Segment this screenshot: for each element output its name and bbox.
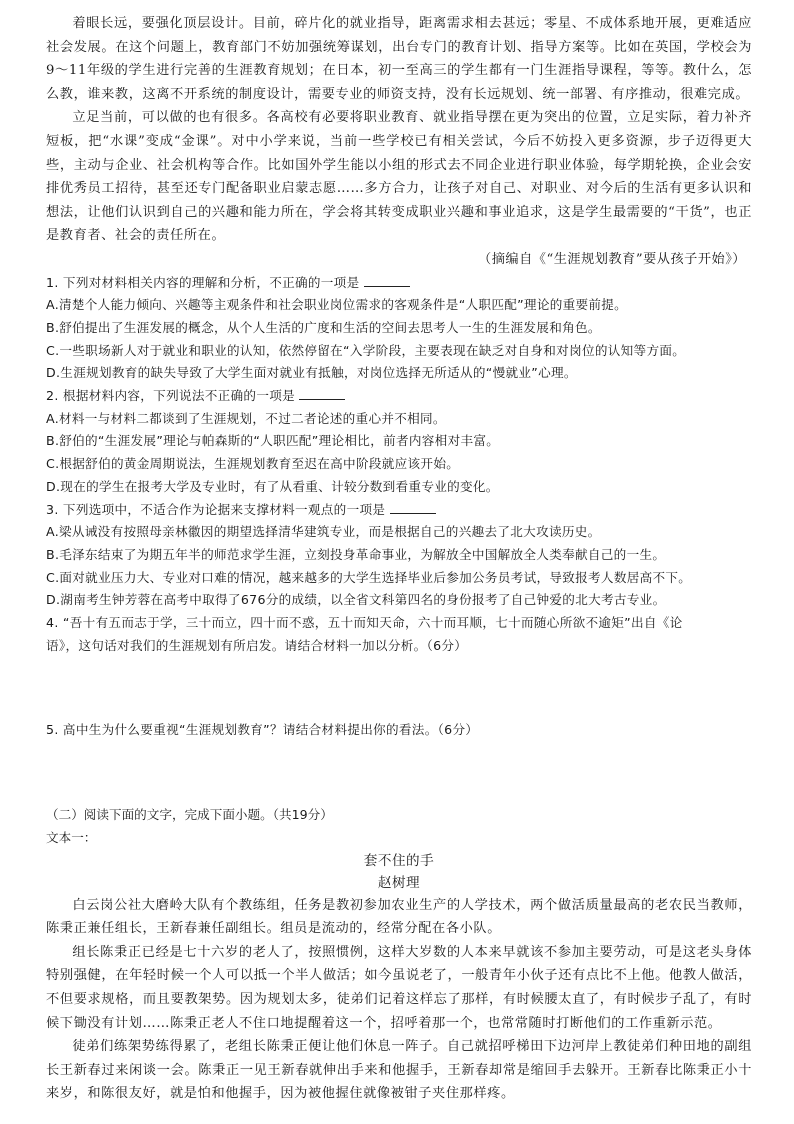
material-source: （摘编自《“生涯规划教育”要从孩子开始》） bbox=[478, 251, 746, 267]
answer-blank[interactable] bbox=[299, 387, 345, 400]
answer-blank[interactable] bbox=[390, 501, 436, 514]
question-stem: 3. 下列选项中，不适合作为论据来支撑材料一观点的一项是 bbox=[46, 501, 386, 517]
question-stem: 1. 下列对材料相关内容的理解和分析，不正确的一项是 bbox=[46, 274, 360, 290]
question-5: 5. 高中生为什么要重视“生涯规划教育”？请结合材料提出你的看法。（6分） bbox=[46, 722, 479, 738]
exam-page bbox=[46, 12, 752, 1106]
option-d[interactable]: D.生涯规划教育的缺失导致了大学生面对就业有抵触，对岗位选择无所适从的“慢就业”心理。 bbox=[46, 365, 577, 381]
story-title: 套不住的手 bbox=[363, 852, 435, 869]
answer-blank[interactable] bbox=[364, 274, 410, 287]
question-stem: 4. “吾十有五而志于学，三十而立，四十而不惑，五十而知天命，六十而耳顺，七十而随心所欲不逾矩”出自《论 bbox=[46, 615, 683, 631]
story-paragraph: 组长陈秉正已经是七十六岁的老人了，按照惯例，这样大岁数的人本来早就该不参加主要劳动，可是这老头身体特别强健，在年轻时候一个人可以抵一个半人做活；如今虽说老了，一般青年小伙子还有点比不上他。他教人做活，不但要求规格，而且要教架势。因为规划太多，徒弟们记着这样忘了那样，有时候腰太直了，有时候步子乱了，有时候下锄没有计划……陈秉正老人不住口地提醒着这一个，招呼着那一个，也常常随时打断他们的工作重新示范。 bbox=[46, 944, 752, 1031]
question-stem-cont: 语》，这句话对我们的生涯规划有所启发。请结合材料一加以分析。（6分） bbox=[46, 637, 468, 653]
answer-area[interactable] bbox=[46, 657, 752, 719]
question-stem: 2. 根据材料内容，下列说法不正确的一项是 bbox=[46, 388, 296, 404]
option-a[interactable]: A.清楚个人能力倾向、兴趣等主观条件和社会职业岗位需求的客观条件是“人职匹配”理论的重要前提。 bbox=[46, 297, 628, 313]
answer-area[interactable] bbox=[46, 742, 752, 804]
option-d[interactable]: D.湖南考生钟芳蓉在高考中取得了676分的成绩，以全省文科第四名的身份报考了自己钟爱的北大考古专业。 bbox=[46, 592, 666, 608]
story-paragraph: 徒弟们练架势练得累了，老组长陈秉正便让他们休息一阵子。自己就招呼梯田下边河岸上教徒弟们种田地的副组长王新春过来闲谈一会。陈秉正一见王新春就伸出手来和他握手，王新春却常是缩回手去躲开。王新春比陈秉正小十来岁，和陈很友好，就是怕和他握手，因为被他握住就像被钳子夹住那样疼。 bbox=[46, 1039, 752, 1102]
story-author: 赵树理 bbox=[377, 874, 421, 891]
option-c[interactable]: C.一些职场新人对于就业和职业的认知，依然停留在“入学阶段，主要表现在缺乏对自身和对岗位的认知等方面。 bbox=[46, 342, 686, 358]
option-d[interactable]: D.现在的学生在报考大学及专业时，有了从看重、计较分数到看重专业的变化。 bbox=[46, 478, 499, 494]
story-paragraph: 白云岗公社大磨岭大队有个教练组，任务是教初参加农业生产的人学技术，两个做活质量最高的老农民当教师，陈秉正兼任组长，王新春兼任副组长。组员是流动的，经常分配在各小队。 bbox=[46, 897, 752, 937]
option-b[interactable]: B.毛泽东结束了为期五年半的师范求学生涯，立刻投身革命事业，为解放全中国解放全人类奉献自己的一生。 bbox=[46, 546, 666, 562]
section-heading: （二）阅读下面的文字，完成下面小题。（共19分） bbox=[46, 807, 333, 823]
question-4 bbox=[46, 612, 752, 657]
option-a[interactable]: A.梁从诫没有按照母亲林徽因的期望选择清华建筑专业，而是根据自己的兴趣去了北大攻读历史。 bbox=[46, 524, 601, 540]
option-c[interactable]: C.根据舒伯的黄金周期说法，生涯规划教育至迟在高中阶段就应该开始。 bbox=[46, 456, 460, 472]
option-b[interactable]: B.舒伯提出了生涯发展的概念，从个人生活的广度和生活的空间去思考人一生的生涯发展和角色。 bbox=[46, 319, 601, 335]
question-3 bbox=[46, 499, 752, 613]
text-label: 文本一： bbox=[46, 829, 97, 845]
question-1 bbox=[46, 272, 752, 386]
material-paragraph: 立足当前，可以做的也有很多。各高校有必要将职业教育、就业指导摆在更为突出的位置，立足实际，着力补齐短板，把“水课”变成“金课”。对中小学来说，当前一些学校已有相关尝试，今后不妨投入更多资源，步子迈得更大些，主动与企业、社会机构等合作。比如国外学生能以小组的形式去不同企业进行职业体验，每学期轮换，企业会安排优秀员工招待，甚至还专门配备职业启蒙志愿……多方合力，让孩子对自己、对职业、对今后的生活有更多认识和想法，让他们认识到自己的兴趣和能力所在，学会将其转变成职业兴趣和事业追求，这是学生最需要的“干货”，也正是教育者、社会的责任所在。 bbox=[46, 110, 752, 244]
option-c[interactable]: C.面对就业压力大、专业对口难的情况，越来越多的大学生选择毕业后参加公务员考试，导致报考人数居高不下。 bbox=[46, 569, 692, 585]
option-a[interactable]: A.材料一与材料二都谈到了生涯规划，不过二者论述的重心并不相同。 bbox=[46, 410, 446, 426]
question-2 bbox=[46, 385, 752, 499]
material-paragraph: 着眼长远，要强化顶层设计。目前，碎片化的就业指导，距离需求相去甚远；零星、不成体系地开展，更难适应社会发展。在这个问题上，教育部门不妨加强统筹谋划，出台专门的教育计划、指导方案等。比如在英国，学校会为9～11年级的学生进行完善的生涯教育规划；在日本，初一至高三的学生都有一门生涯指导课程，等等。教什么，怎么教，谁来教，这离不开系统的制度设计，需要专业的师资支持，没有长远规划、统一部署、有序推动，很难完成。 bbox=[46, 16, 752, 102]
option-b[interactable]: B.舒伯的“生涯发展”理论与帕森斯的“人职匹配”理论相比，前者内容相对丰富。 bbox=[46, 433, 500, 449]
